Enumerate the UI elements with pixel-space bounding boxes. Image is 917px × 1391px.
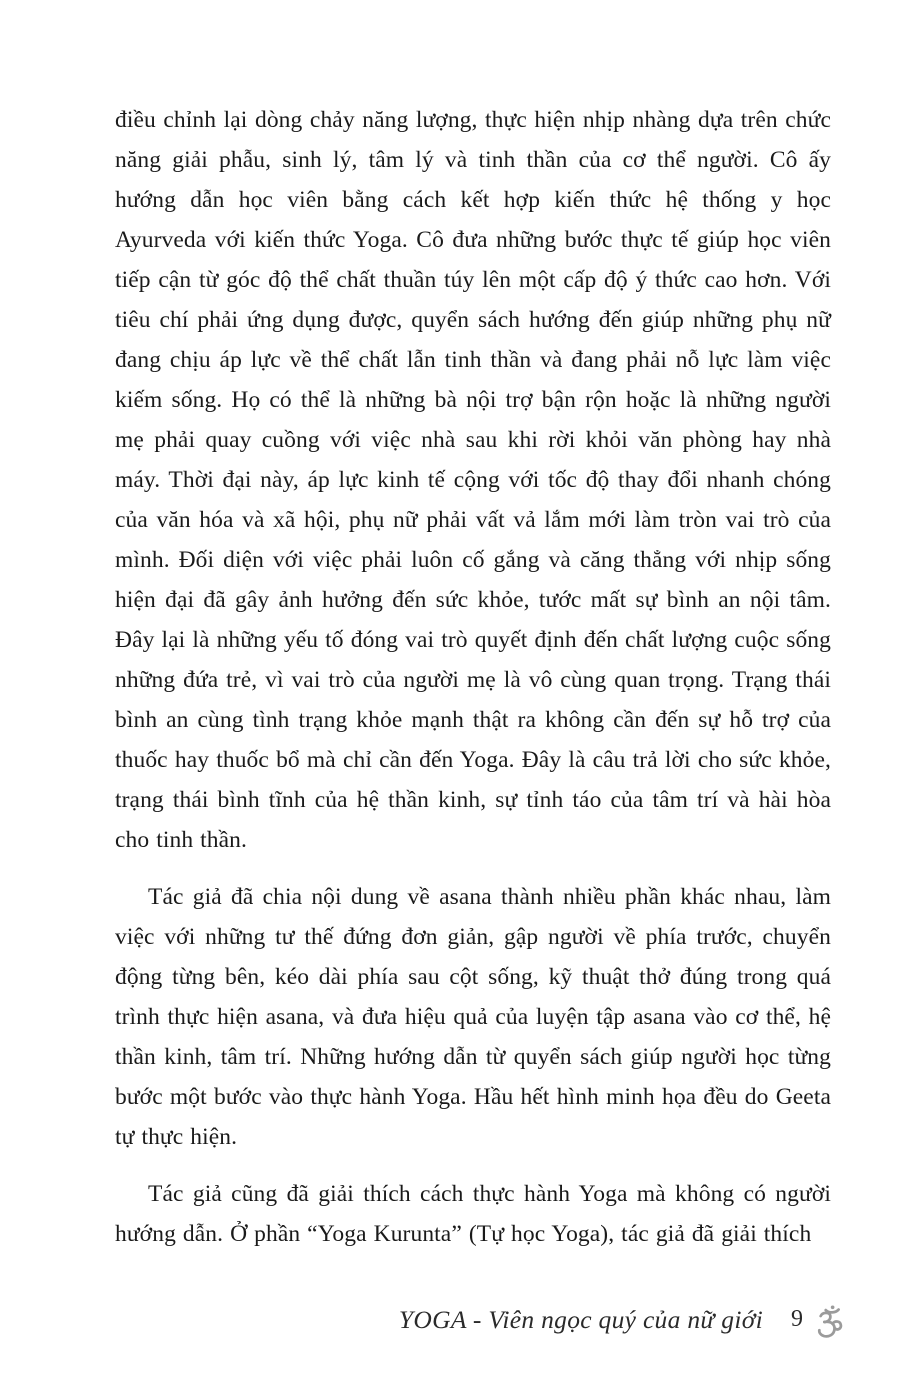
paragraph-yoga-kurunta: Tác giả cũng đã giải thích cách thực hành Yoga mà không có người hướng dẫn. Ở phần “Yoga Kurunta” (Tự học Yoga), tác giả đã giải thích xyxy=(115,1181,831,1247)
running-title: YOGA - Viên ngọc quý của nữ giới xyxy=(398,1304,763,1334)
page-footer xyxy=(115,1303,845,1336)
paragraph-asana-content: Tác giả đã chia nội dung về asana thành nhiều phần khác nhau, làm việc với những tư thế đứng đơn giản, gập người về phía trước, chuyển động từng bên, kéo dài phía sau cột sống, kỹ thuật thở đúng trong quá trình thực hiện asana, và đưa hiệu quả của luyện tập asana vào cơ thể, hệ thần kinh, tâm trí. Những hướng dẫn từ quyển sách giúp người học từng bước một bước vào thực hành Yoga. Hầu hết hình minh họa đều do Geeta tự thực hiện. xyxy=(115,884,831,1150)
page-body xyxy=(115,100,831,1271)
paragraph-continuation: điều chỉnh lại dòng chảy năng lượng, thực hiện nhịp nhàng dựa trên chức năng giải phẫu, sinh lý, tâm lý và tinh thần của cơ thể người. Cô ấy hướng dẫn học viên bằng cách kết hợp kiến thức hệ thống y học Ayurveda với kiến thức Yoga. Cô đưa những bước thực tế giúp học viên tiếp cận từ góc độ thể chất thuần túy lên một cấp độ ý thức cao hơn. Với tiêu chí phải ứng dụng được, quyển sách hướng đến giúp những phụ nữ đang chịu áp lực về thể chất lẫn tinh thần và đang phải nỗ lực làm việc kiếm sống. Họ có thể là những bà nội trợ bận rộn hoặc là những người mẹ phải quay cuồng với việc nhà sau khi rời khỏi văn phòng hay nhà máy. Thời đại này, áp lực kinh tế cộng với tốc độ thay đổi nhanh chóng của văn hóa và xã hội, phụ nữ phải vất vả lắm mới làm tròn vai trò của mình. Đối diện với việc phải luôn cố gắng và căng thẳng với nhịp sống hiện đại đã gây ảnh hưởng đến sức khỏe, tước mất sự bình an nội tâm. Đây lại là những yếu tố đóng vai trò quyết định đến chất lượng cuộc sống những đứa trẻ, vì vai trò của người mẹ là vô cùng quan trọng. Trạng thái bình an cùng tình trạng khỏe mạnh thật ra không cần đến sự hỗ trợ của thuốc hay thuốc bổ mà chỉ cần đến Yoga. Đây là câu trả lời cho sức khỏe, trạng thái bình tĩnh của hệ thần kinh, sự tỉnh táo của tâm trí và hài hòa cho tinh thần. xyxy=(115,107,831,853)
page-number: 9 xyxy=(791,1306,803,1332)
om-icon xyxy=(812,1305,845,1338)
